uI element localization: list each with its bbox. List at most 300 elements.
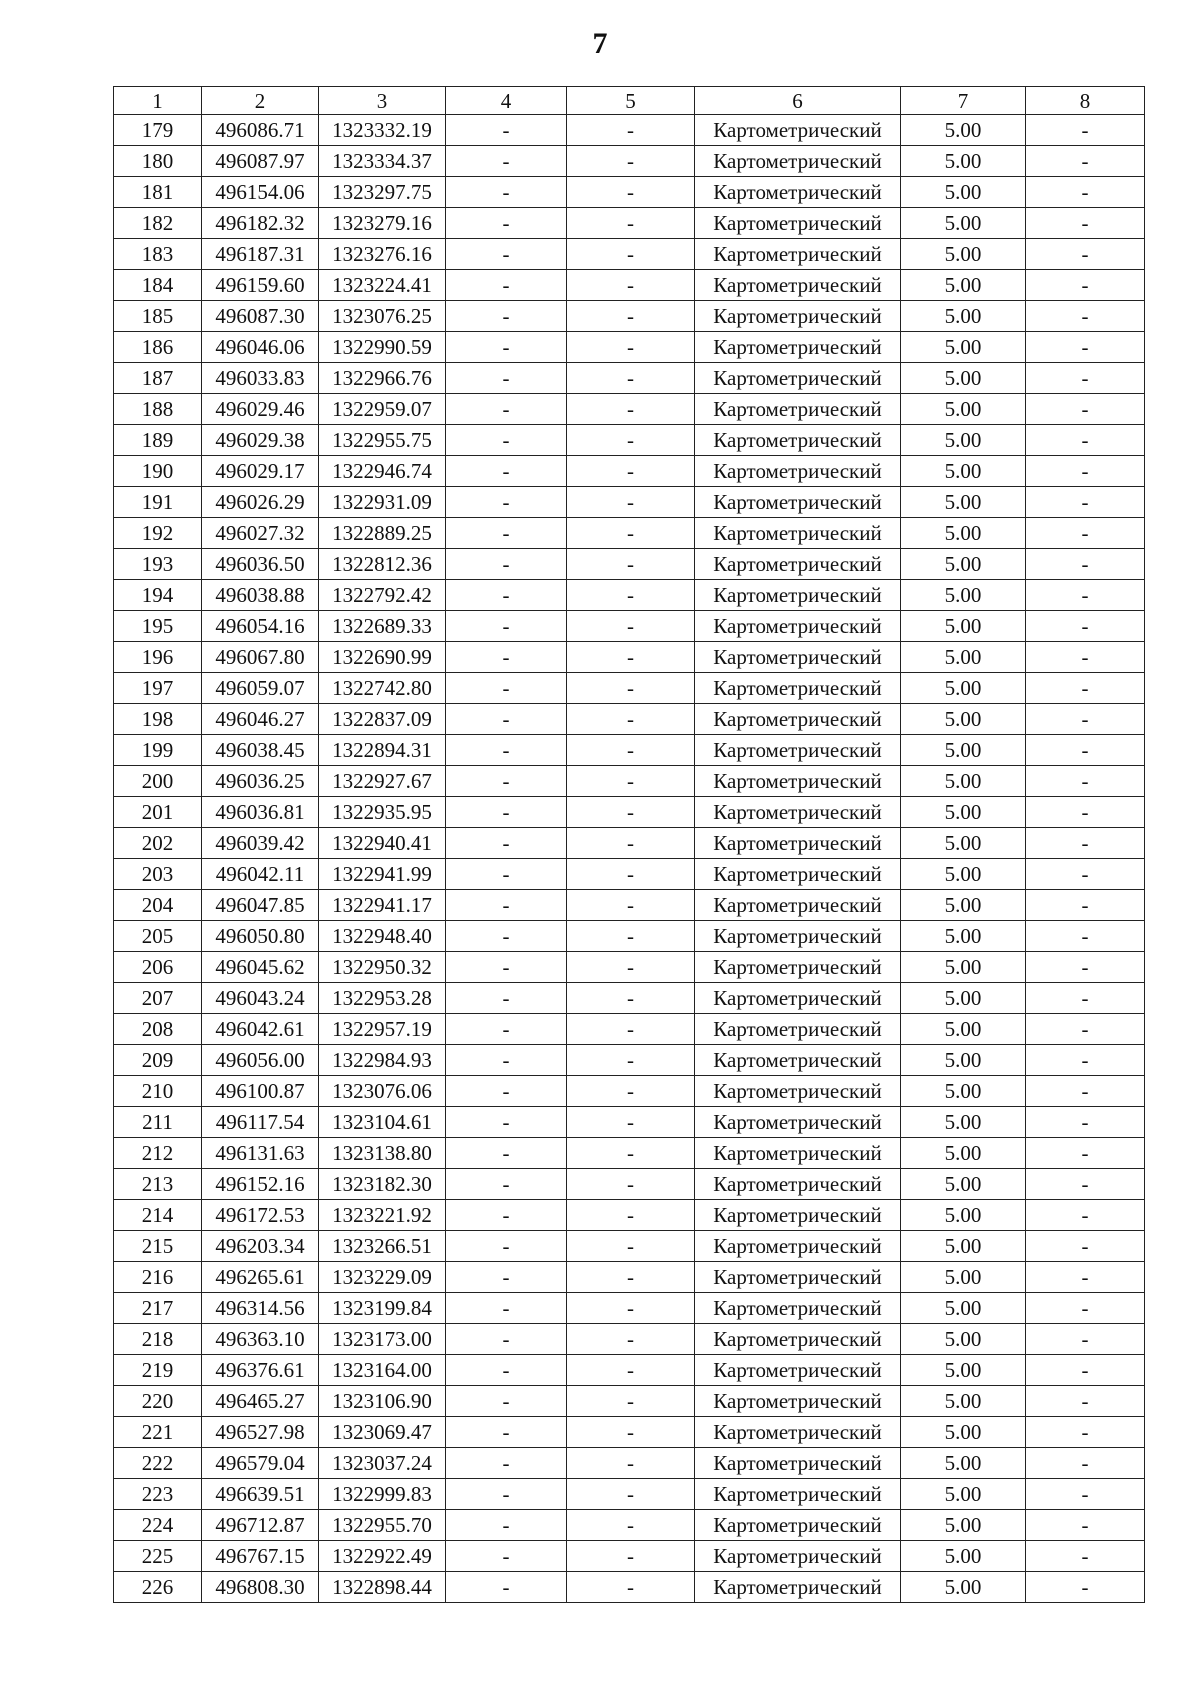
column-4-cell: -	[446, 1324, 567, 1355]
x-coordinate-cell: 496050.80	[202, 921, 319, 952]
x-coordinate-cell: 496314.56	[202, 1293, 319, 1324]
table-header-row	[114, 87, 1145, 115]
method-cell: Картометрический	[695, 828, 901, 859]
point-number-cell: 213	[114, 1169, 202, 1200]
column-4-cell: -	[446, 1014, 567, 1045]
method-cell: Картометрический	[695, 208, 901, 239]
column-8-cell: -	[1026, 611, 1145, 642]
column-5-cell: -	[567, 208, 695, 239]
column-4-cell: -	[446, 1479, 567, 1510]
point-number-cell: 181	[114, 177, 202, 208]
table-row	[114, 580, 1145, 611]
accuracy-cell: 5.00	[901, 673, 1026, 704]
column-5-cell: -	[567, 270, 695, 301]
column-5-cell: -	[567, 239, 695, 270]
y-coordinate-cell: 1322940.41	[319, 828, 446, 859]
column-5-cell: -	[567, 766, 695, 797]
method-cell: Картометрический	[695, 1262, 901, 1293]
x-coordinate-cell: 496187.31	[202, 239, 319, 270]
accuracy-cell: 5.00	[901, 456, 1026, 487]
column-8-cell: -	[1026, 115, 1145, 146]
column-8-cell: -	[1026, 239, 1145, 270]
column-4-cell: -	[446, 425, 567, 456]
point-number-cell: 203	[114, 859, 202, 890]
method-cell: Картометрический	[695, 1417, 901, 1448]
y-coordinate-cell: 1322955.75	[319, 425, 446, 456]
x-coordinate-cell: 496029.17	[202, 456, 319, 487]
column-5-cell: -	[567, 1200, 695, 1231]
column-8-cell: -	[1026, 1169, 1145, 1200]
method-cell: Картометрический	[695, 797, 901, 828]
accuracy-cell: 5.00	[901, 1231, 1026, 1262]
point-number-cell: 179	[114, 115, 202, 146]
point-number-cell: 212	[114, 1138, 202, 1169]
table-row	[114, 270, 1145, 301]
x-coordinate-cell: 496712.87	[202, 1510, 319, 1541]
column-5-cell: -	[567, 1014, 695, 1045]
y-coordinate-cell: 1323138.80	[319, 1138, 446, 1169]
page-number: 7	[592, 27, 608, 60]
y-coordinate-cell: 1322946.74	[319, 456, 446, 487]
column-header: 3	[319, 87, 446, 115]
method-cell: Картометрический	[695, 921, 901, 952]
x-coordinate-cell: 496172.53	[202, 1200, 319, 1231]
column-5-cell: -	[567, 1541, 695, 1572]
point-number-cell: 204	[114, 890, 202, 921]
table-row	[114, 177, 1145, 208]
point-number-cell: 188	[114, 394, 202, 425]
x-coordinate-cell: 496026.29	[202, 487, 319, 518]
column-4-cell: -	[446, 270, 567, 301]
y-coordinate-cell: 1323224.41	[319, 270, 446, 301]
column-8-cell: -	[1026, 1355, 1145, 1386]
column-8-cell: -	[1026, 363, 1145, 394]
column-8-cell: -	[1026, 766, 1145, 797]
column-5-cell: -	[567, 363, 695, 394]
accuracy-cell: 5.00	[901, 859, 1026, 890]
column-5-cell: -	[567, 1572, 695, 1603]
method-cell: Картометрический	[695, 1448, 901, 1479]
column-8-cell: -	[1026, 921, 1145, 952]
column-4-cell: -	[446, 239, 567, 270]
table-row	[114, 704, 1145, 735]
y-coordinate-cell: 1322941.99	[319, 859, 446, 890]
column-8-cell: -	[1026, 1231, 1145, 1262]
y-coordinate-cell: 1323182.30	[319, 1169, 446, 1200]
column-5-cell: -	[567, 797, 695, 828]
accuracy-cell: 5.00	[901, 270, 1026, 301]
column-5-cell: -	[567, 735, 695, 766]
accuracy-cell: 5.00	[901, 425, 1026, 456]
column-5-cell: -	[567, 952, 695, 983]
y-coordinate-cell: 1322935.95	[319, 797, 446, 828]
column-5-cell: -	[567, 921, 695, 952]
x-coordinate-cell: 496767.15	[202, 1541, 319, 1572]
x-coordinate-cell: 496056.00	[202, 1045, 319, 1076]
accuracy-cell: 5.00	[901, 363, 1026, 394]
x-coordinate-cell: 496087.30	[202, 301, 319, 332]
accuracy-cell: 5.00	[901, 1045, 1026, 1076]
table-row	[114, 518, 1145, 549]
column-5-cell: -	[567, 1386, 695, 1417]
column-header: 1	[114, 87, 202, 115]
x-coordinate-cell: 496100.87	[202, 1076, 319, 1107]
table-row	[114, 673, 1145, 704]
column-4-cell: -	[446, 673, 567, 704]
method-cell: Картометрический	[695, 983, 901, 1014]
x-coordinate-cell: 496027.32	[202, 518, 319, 549]
point-number-cell: 222	[114, 1448, 202, 1479]
column-4-cell: -	[446, 859, 567, 890]
table-row	[114, 1448, 1145, 1479]
column-5-cell: -	[567, 332, 695, 363]
x-coordinate-cell: 496131.63	[202, 1138, 319, 1169]
column-4-cell: -	[446, 518, 567, 549]
method-cell: Картометрический	[695, 549, 901, 580]
column-4-cell: -	[446, 1417, 567, 1448]
x-coordinate-cell: 496117.54	[202, 1107, 319, 1138]
x-coordinate-cell: 496029.38	[202, 425, 319, 456]
column-8-cell: -	[1026, 1107, 1145, 1138]
column-8-cell: -	[1026, 1510, 1145, 1541]
table-row	[114, 301, 1145, 332]
column-5-cell: -	[567, 177, 695, 208]
table-row	[114, 828, 1145, 859]
accuracy-cell: 5.00	[901, 1479, 1026, 1510]
x-coordinate-cell: 496047.85	[202, 890, 319, 921]
method-cell: Картометрический	[695, 301, 901, 332]
column-5-cell: -	[567, 115, 695, 146]
method-cell: Картометрический	[695, 580, 901, 611]
table-row	[114, 115, 1145, 146]
x-coordinate-cell: 496087.97	[202, 146, 319, 177]
method-cell: Картометрический	[695, 177, 901, 208]
method-cell: Картометрический	[695, 1510, 901, 1541]
table-row	[114, 735, 1145, 766]
column-8-cell: -	[1026, 673, 1145, 704]
column-8-cell: -	[1026, 642, 1145, 673]
column-4-cell: -	[446, 115, 567, 146]
y-coordinate-cell: 1322931.09	[319, 487, 446, 518]
table-row	[114, 456, 1145, 487]
x-coordinate-cell: 496265.61	[202, 1262, 319, 1293]
column-8-cell: -	[1026, 983, 1145, 1014]
column-8-cell: -	[1026, 332, 1145, 363]
accuracy-cell: 5.00	[901, 1386, 1026, 1417]
method-cell: Картометрический	[695, 1107, 901, 1138]
table-row	[114, 1417, 1145, 1448]
column-header: 8	[1026, 87, 1145, 115]
table-row	[114, 859, 1145, 890]
column-4-cell: -	[446, 1076, 567, 1107]
accuracy-cell: 5.00	[901, 766, 1026, 797]
column-8-cell: -	[1026, 1076, 1145, 1107]
column-4-cell: -	[446, 301, 567, 332]
point-number-cell: 226	[114, 1572, 202, 1603]
column-4-cell: -	[446, 1200, 567, 1231]
table-row	[114, 487, 1145, 518]
method-cell: Картометрический	[695, 952, 901, 983]
column-5-cell: -	[567, 611, 695, 642]
column-8-cell: -	[1026, 146, 1145, 177]
accuracy-cell: 5.00	[901, 828, 1026, 859]
y-coordinate-cell: 1322690.99	[319, 642, 446, 673]
y-coordinate-cell: 1322812.36	[319, 549, 446, 580]
point-number-cell: 199	[114, 735, 202, 766]
method-cell: Картометрический	[695, 642, 901, 673]
x-coordinate-cell: 496036.25	[202, 766, 319, 797]
x-coordinate-cell: 496363.10	[202, 1324, 319, 1355]
column-4-cell: -	[446, 580, 567, 611]
point-number-cell: 196	[114, 642, 202, 673]
column-header: 2	[202, 87, 319, 115]
point-number-cell: 186	[114, 332, 202, 363]
table-row	[114, 1231, 1145, 1262]
column-5-cell: -	[567, 1479, 695, 1510]
method-cell: Картометрический	[695, 270, 901, 301]
table-row	[114, 1076, 1145, 1107]
point-number-cell: 223	[114, 1479, 202, 1510]
x-coordinate-cell: 496038.88	[202, 580, 319, 611]
column-8-cell: -	[1026, 704, 1145, 735]
method-cell: Картометрический	[695, 239, 901, 270]
column-5-cell: -	[567, 487, 695, 518]
x-coordinate-cell: 496527.98	[202, 1417, 319, 1448]
x-coordinate-cell: 496033.83	[202, 363, 319, 394]
point-number-cell: 211	[114, 1107, 202, 1138]
point-number-cell: 187	[114, 363, 202, 394]
table-row	[114, 1386, 1145, 1417]
column-8-cell: -	[1026, 952, 1145, 983]
x-coordinate-cell: 496152.16	[202, 1169, 319, 1200]
point-number-cell: 197	[114, 673, 202, 704]
accuracy-cell: 5.00	[901, 1324, 1026, 1355]
method-cell: Картометрический	[695, 859, 901, 890]
column-4-cell: -	[446, 1541, 567, 1572]
point-number-cell: 182	[114, 208, 202, 239]
accuracy-cell: 5.00	[901, 921, 1026, 952]
column-8-cell: -	[1026, 394, 1145, 425]
table-row	[114, 549, 1145, 580]
method-cell: Картометрический	[695, 1045, 901, 1076]
column-5-cell: -	[567, 394, 695, 425]
y-coordinate-cell: 1323332.19	[319, 115, 446, 146]
point-number-cell: 218	[114, 1324, 202, 1355]
y-coordinate-cell: 1323173.00	[319, 1324, 446, 1355]
method-cell: Картометрический	[695, 1324, 901, 1355]
table-row	[114, 1479, 1145, 1510]
column-5-cell: -	[567, 859, 695, 890]
y-coordinate-cell: 1323076.06	[319, 1076, 446, 1107]
point-number-cell: 180	[114, 146, 202, 177]
table-row	[114, 1293, 1145, 1324]
table-row	[114, 797, 1145, 828]
column-8-cell: -	[1026, 1200, 1145, 1231]
column-5-cell: -	[567, 1138, 695, 1169]
table-row	[114, 425, 1145, 456]
accuracy-cell: 5.00	[901, 704, 1026, 735]
x-coordinate-cell: 496046.27	[202, 704, 319, 735]
column-4-cell: -	[446, 394, 567, 425]
accuracy-cell: 5.00	[901, 1355, 1026, 1386]
method-cell: Картометрический	[695, 1169, 901, 1200]
column-8-cell: -	[1026, 1324, 1145, 1355]
method-cell: Картометрический	[695, 332, 901, 363]
table-row	[114, 1014, 1145, 1045]
method-cell: Картометрический	[695, 1014, 901, 1045]
column-4-cell: -	[446, 1386, 567, 1417]
column-4-cell: -	[446, 1293, 567, 1324]
y-coordinate-cell: 1323199.84	[319, 1293, 446, 1324]
table-row	[114, 1169, 1145, 1200]
y-coordinate-cell: 1322742.80	[319, 673, 446, 704]
accuracy-cell: 5.00	[901, 735, 1026, 766]
method-cell: Картометрический	[695, 394, 901, 425]
table-row	[114, 1262, 1145, 1293]
method-cell: Картометрический	[695, 1355, 901, 1386]
column-4-cell: -	[446, 828, 567, 859]
point-number-cell: 214	[114, 1200, 202, 1231]
column-8-cell: -	[1026, 1417, 1145, 1448]
x-coordinate-cell: 496086.71	[202, 115, 319, 146]
table-row	[114, 1572, 1145, 1603]
coordinates-table	[113, 86, 1145, 1603]
column-4-cell: -	[446, 1107, 567, 1138]
column-4-cell: -	[446, 952, 567, 983]
point-number-cell: 195	[114, 611, 202, 642]
x-coordinate-cell: 496182.32	[202, 208, 319, 239]
accuracy-cell: 5.00	[901, 549, 1026, 580]
point-number-cell: 219	[114, 1355, 202, 1386]
method-cell: Картометрический	[695, 456, 901, 487]
x-coordinate-cell: 496029.46	[202, 394, 319, 425]
method-cell: Картометрический	[695, 766, 901, 797]
method-cell: Картометрический	[695, 1231, 901, 1262]
table-row	[114, 1510, 1145, 1541]
column-8-cell: -	[1026, 1014, 1145, 1045]
accuracy-cell: 5.00	[901, 797, 1026, 828]
x-coordinate-cell: 496376.61	[202, 1355, 319, 1386]
column-4-cell: -	[446, 363, 567, 394]
column-5-cell: -	[567, 301, 695, 332]
accuracy-cell: 5.00	[901, 1076, 1026, 1107]
column-8-cell: -	[1026, 828, 1145, 859]
y-coordinate-cell: 1322941.17	[319, 890, 446, 921]
y-coordinate-cell: 1322889.25	[319, 518, 446, 549]
column-8-cell: -	[1026, 1479, 1145, 1510]
column-4-cell: -	[446, 611, 567, 642]
x-coordinate-cell: 496042.11	[202, 859, 319, 890]
method-cell: Картометрический	[695, 518, 901, 549]
point-number-cell: 202	[114, 828, 202, 859]
column-4-cell: -	[446, 332, 567, 363]
y-coordinate-cell: 1322837.09	[319, 704, 446, 735]
column-8-cell: -	[1026, 1138, 1145, 1169]
table-row	[114, 611, 1145, 642]
column-8-cell: -	[1026, 735, 1145, 766]
y-coordinate-cell: 1323076.25	[319, 301, 446, 332]
y-coordinate-cell: 1322990.59	[319, 332, 446, 363]
column-5-cell: -	[567, 1448, 695, 1479]
point-number-cell: 210	[114, 1076, 202, 1107]
table-row	[114, 642, 1145, 673]
x-coordinate-cell: 496203.34	[202, 1231, 319, 1262]
column-header: 6	[695, 87, 901, 115]
column-8-cell: -	[1026, 425, 1145, 456]
column-header: 7	[901, 87, 1026, 115]
accuracy-cell: 5.00	[901, 580, 1026, 611]
point-number-cell: 184	[114, 270, 202, 301]
table-row	[114, 239, 1145, 270]
column-4-cell: -	[446, 1355, 567, 1386]
y-coordinate-cell: 1322953.28	[319, 983, 446, 1014]
point-number-cell: 183	[114, 239, 202, 270]
table-row	[114, 332, 1145, 363]
column-8-cell: -	[1026, 1293, 1145, 1324]
column-5-cell: -	[567, 456, 695, 487]
column-4-cell: -	[446, 1169, 567, 1200]
y-coordinate-cell: 1322922.49	[319, 1541, 446, 1572]
column-5-cell: -	[567, 425, 695, 456]
column-5-cell: -	[567, 580, 695, 611]
accuracy-cell: 5.00	[901, 1200, 1026, 1231]
y-coordinate-cell: 1323106.90	[319, 1386, 446, 1417]
y-coordinate-cell: 1322898.44	[319, 1572, 446, 1603]
y-coordinate-cell: 1323297.75	[319, 177, 446, 208]
column-8-cell: -	[1026, 270, 1145, 301]
column-5-cell: -	[567, 983, 695, 1014]
accuracy-cell: 5.00	[901, 611, 1026, 642]
column-5-cell: -	[567, 1510, 695, 1541]
y-coordinate-cell: 1322948.40	[319, 921, 446, 952]
column-5-cell: -	[567, 1076, 695, 1107]
y-coordinate-cell: 1323037.24	[319, 1448, 446, 1479]
y-coordinate-cell: 1322792.42	[319, 580, 446, 611]
x-coordinate-cell: 496067.80	[202, 642, 319, 673]
column-8-cell: -	[1026, 177, 1145, 208]
accuracy-cell: 5.00	[901, 1510, 1026, 1541]
x-coordinate-cell: 496054.16	[202, 611, 319, 642]
table-row	[114, 890, 1145, 921]
column-4-cell: -	[446, 890, 567, 921]
accuracy-cell: 5.00	[901, 332, 1026, 363]
column-4-cell: -	[446, 1138, 567, 1169]
column-4-cell: -	[446, 766, 567, 797]
y-coordinate-cell: 1322959.07	[319, 394, 446, 425]
accuracy-cell: 5.00	[901, 642, 1026, 673]
column-8-cell: -	[1026, 456, 1145, 487]
x-coordinate-cell: 496159.60	[202, 270, 319, 301]
x-coordinate-cell: 496808.30	[202, 1572, 319, 1603]
table-row	[114, 1107, 1145, 1138]
point-number-cell: 215	[114, 1231, 202, 1262]
point-number-cell: 185	[114, 301, 202, 332]
x-coordinate-cell: 496043.24	[202, 983, 319, 1014]
y-coordinate-cell: 1322999.83	[319, 1479, 446, 1510]
y-coordinate-cell: 1323276.16	[319, 239, 446, 270]
y-coordinate-cell: 1322689.33	[319, 611, 446, 642]
column-8-cell: -	[1026, 1386, 1145, 1417]
column-5-cell: -	[567, 1169, 695, 1200]
column-8-cell: -	[1026, 487, 1145, 518]
y-coordinate-cell: 1323266.51	[319, 1231, 446, 1262]
point-number-cell: 192	[114, 518, 202, 549]
accuracy-cell: 5.00	[901, 1448, 1026, 1479]
y-coordinate-cell: 1323334.37	[319, 146, 446, 177]
point-number-cell: 193	[114, 549, 202, 580]
column-4-cell: -	[446, 487, 567, 518]
column-4-cell: -	[446, 642, 567, 673]
